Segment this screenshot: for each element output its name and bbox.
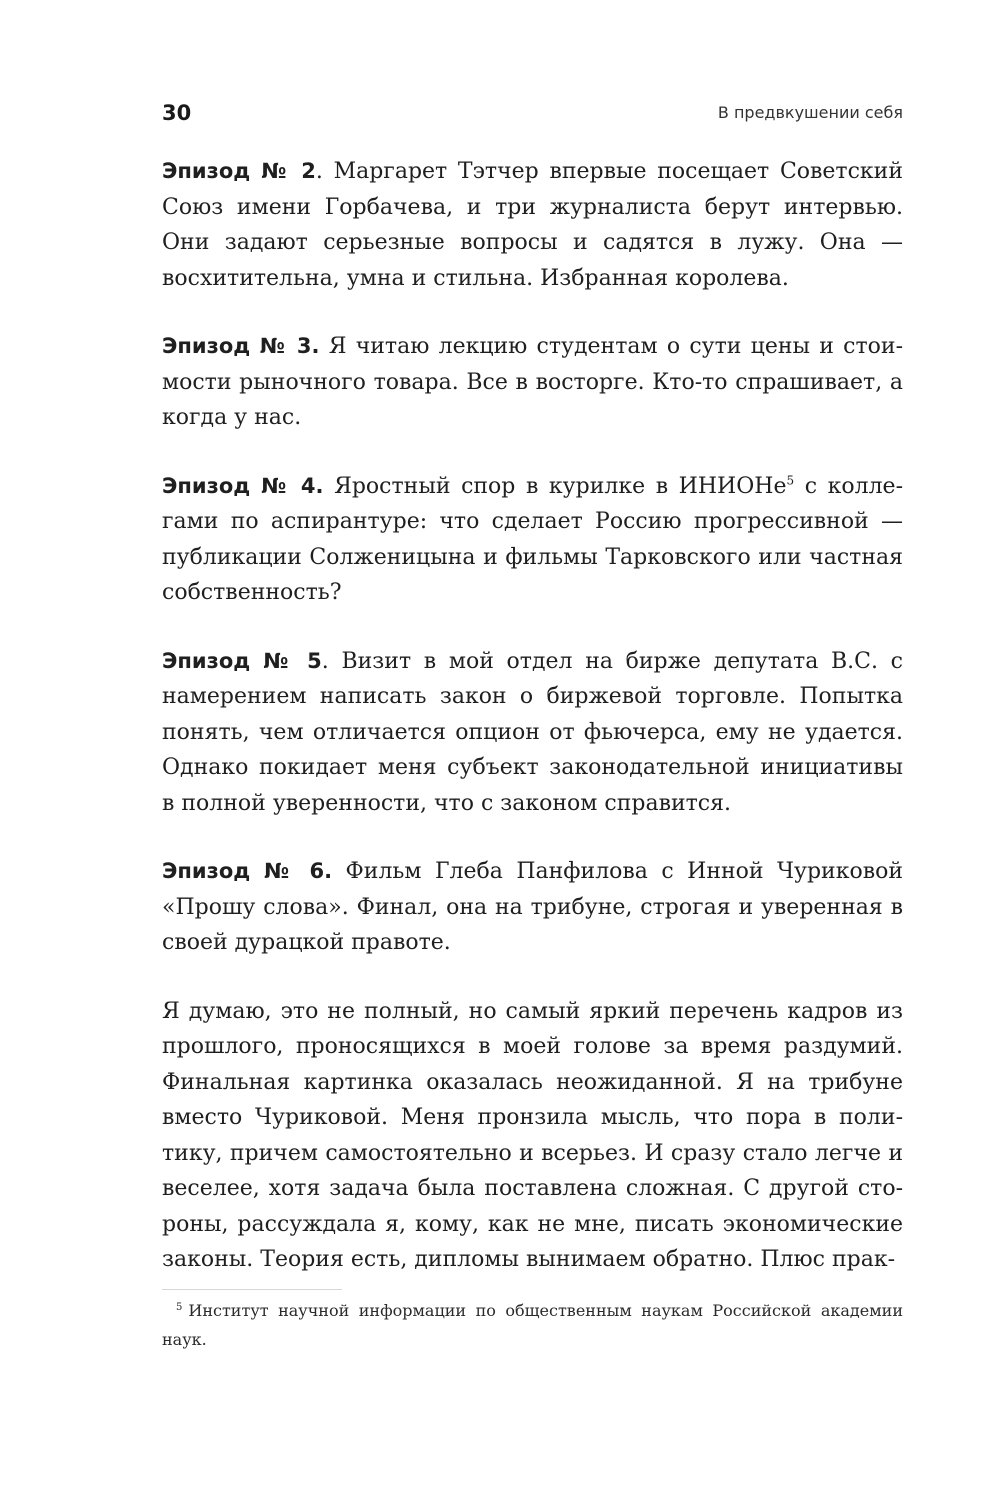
paragraph-text: . Визит в мой отдел на бирже депутата В.С. с намерением написать закон о биржевой торговле. Попытка понять, чем отличается опцион от фьючерса, ему не удается. Однако покидает меня субъект законодательной инициативы в полной уверенности, что с законом справится. (162, 648, 903, 816)
footnote-text: Институт научной информации по общественным наукам Российской академии наук. (162, 1301, 903, 1349)
footnote (162, 1296, 903, 1354)
page-header (162, 98, 903, 128)
paragraph-text: . Маргарет Тэтчер впервые посещает Советский Союз имени Горбачева, и три журналиста берут интервью. Они задают серьезные вопросы и садятся в лужу. Она — восхитительна, умна и стильна. Избранная королева. (162, 159, 903, 291)
episode-label: Эпизод № 6. (162, 859, 333, 883)
paragraph-text: с коллегами по аспирантуре: что сделает Россию прогрессивной — публикации Солженицына и фильмы Тарковского или частная собственность? (162, 473, 904, 605)
episode-label: Эпизод № 2 (162, 159, 316, 183)
running-title: В предвкушении себя (717, 103, 903, 122)
footnote-reference: 5 (786, 473, 795, 488)
paragraph-episode-6 (162, 854, 903, 961)
paragraph-text: Я думаю, это не полный, но самый яркий перечень кадров из прошлого, проносящихся в моей голове за время раздумий. Финальная картинка оказалась неожиданной. Я на трибуне вместо Чуриковой. Меня пронзила мысль, что пора в политику, причем самостоятельно и всерьез. И сразу стало легче и веселее, хотя задача была поставлена сложная. С другой стороны, рассуждала я, кому, как не мне, писать экономические законы. Теория есть, дипломы вынимаем обратно. Плюс прак- (162, 998, 903, 1272)
episode-label: Эпизод № 4. (162, 473, 324, 498)
paragraph-episode-4 (162, 469, 903, 611)
paragraph-text: Фильм Глеба Панфилова с Инной Чуриковой «Прошу слова». Финал, она на трибуне, строгая и уверенная в своей дурацкой правоте. (162, 859, 903, 955)
footnote-divider (162, 1289, 342, 1290)
body-text (162, 154, 903, 1311)
episode-label: Эпизод № 3. (162, 334, 320, 358)
paragraph-episode-3 (162, 329, 903, 436)
paragraph-text: Яростный спор в курилке в ИНИОНе (323, 473, 787, 499)
page-number: 30 (162, 101, 192, 125)
paragraph-episode-2 (162, 154, 903, 296)
paragraph-episode-5 (162, 644, 903, 822)
episode-label: Эпизод № 5 (162, 648, 322, 673)
paragraph-reflection (162, 994, 903, 1278)
footnote-marker: 5 (176, 1301, 183, 1313)
paragraph-text: Я читаю лекцию студентам о сути цены и стоимости рыночного товара. Все в восторге. Кто-то спрашивает, а когда у нас. (162, 334, 903, 430)
